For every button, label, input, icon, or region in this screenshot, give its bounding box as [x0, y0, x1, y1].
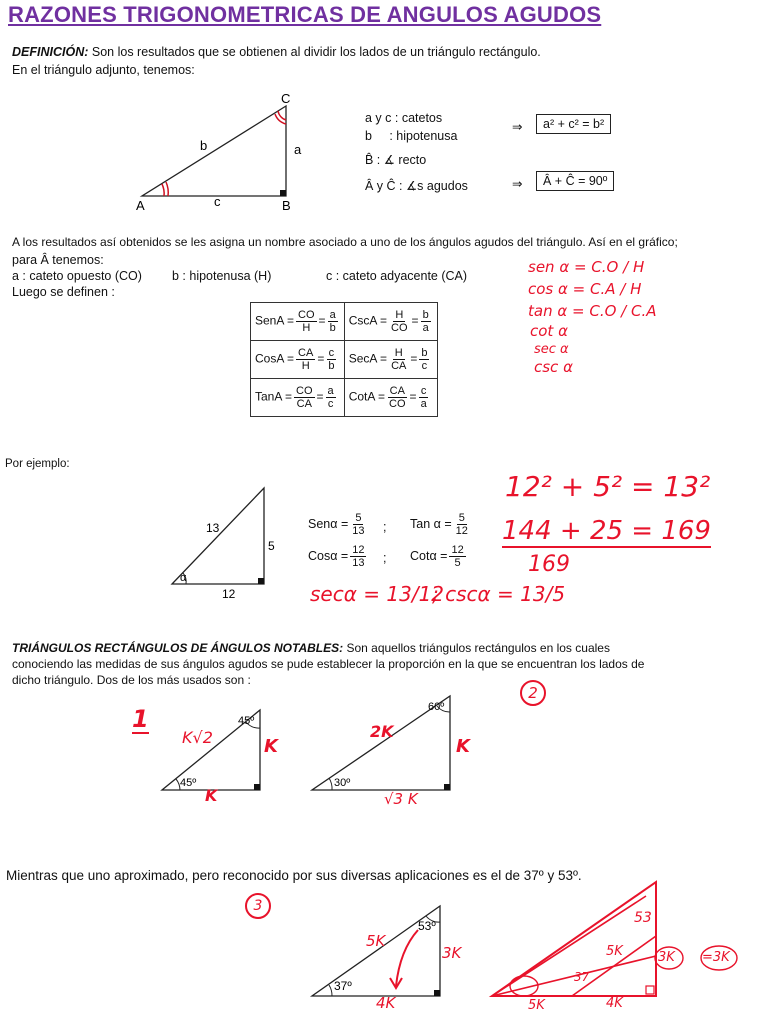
- hand-csc: csc α: [534, 358, 573, 376]
- pythagoras-box: a² + c² = b²: [536, 114, 611, 134]
- tri30-side: K: [456, 736, 470, 757]
- tri30-bottom-angle: 30º: [334, 777, 351, 789]
- implies-arrow-2: ⇒: [512, 177, 523, 191]
- example-hyp: 13: [206, 521, 220, 535]
- hand-sec-value: secα = 13/12: [310, 582, 445, 606]
- example-triangle-figure: [160, 476, 280, 601]
- definition-line: [12, 44, 541, 60]
- tri30-top-angle: 60º: [428, 701, 445, 713]
- table-row: [251, 303, 438, 341]
- hand-cos: cos α = C.A / H: [528, 280, 642, 298]
- vertex-c: C: [281, 91, 291, 106]
- hand-sec: sec α: [534, 342, 569, 357]
- page-title: RAZONES TRIGONOMETRICAS DE ANGULOS AGUDOS: [8, 2, 602, 27]
- tri37-top-angle: 53º: [418, 919, 436, 933]
- side-c: c: [214, 194, 221, 209]
- cateto-adyacente: c : cateto adyacente (CA): [326, 269, 468, 283]
- tri45-top-angle: 45º: [238, 715, 255, 727]
- hand-tri-hyp: 5K: [606, 944, 623, 959]
- tri30-base: √3 K: [384, 790, 418, 808]
- definition-label: DEFINICIÓN:: [12, 45, 89, 59]
- tri45-bottom-angle: 45º: [180, 777, 197, 789]
- table-cell-cos: CosA = $\frac{CA}{H}$ = $\frac{c}{b}$: [251, 341, 345, 379]
- notable-line3: dicho triángulo. Dos de los más usados son :: [12, 673, 251, 687]
- triangle-30-60-figure: [300, 688, 470, 798]
- angle-sum-box: Â + Ĉ = 90º: [536, 171, 614, 191]
- hand-result: 169: [528, 552, 570, 577]
- hand-pythagoras-1: 12² + 5² = 13²: [505, 470, 711, 503]
- table-cell-tan: TanA = $\frac{CO}{CA}$ = $\frac{a}{c}$: [251, 379, 345, 417]
- vertex-b: B: [282, 198, 291, 213]
- hand-number-2: 2: [520, 680, 546, 706]
- table-cell-csc: CscA = $\frac{H}{CO}$ = $\frac{b}{a}$: [344, 303, 437, 341]
- side-b: b: [200, 138, 208, 153]
- example-sep-1: ;: [383, 520, 387, 534]
- hand-tri-53: 53: [634, 910, 652, 926]
- example-cot: Cotα = $\frac{12}{5}$: [410, 544, 464, 569]
- hand-tri-b2: 4K: [606, 996, 623, 1011]
- triangle-37-53-figure: [300, 900, 460, 1004]
- implies-arrow-1: ⇒: [512, 120, 523, 134]
- hand-pythagoras-2: 144 + 25 = 169: [502, 516, 711, 546]
- relation-hipotenusa: b : hipotenusa: [365, 129, 458, 143]
- example-sen: Senα = $\frac{5}{13}$: [308, 512, 365, 537]
- intro-line2: para Â tenemos:: [12, 253, 104, 267]
- side-a: a: [294, 142, 302, 157]
- table-cell-cot: CotA = $\frac{CA}{CO}$ = $\frac{c}{a}$: [344, 379, 437, 417]
- example-alpha: α: [180, 572, 187, 584]
- cateto-opuesto: a : cateto opuesto (CO): [12, 269, 142, 283]
- vertex-a: A: [136, 198, 145, 213]
- example-sep-2: ;: [383, 551, 387, 565]
- hand-number-3: 3: [245, 893, 271, 919]
- table-row: [251, 379, 438, 417]
- definition-line2: En el triángulo adjunto, tenemos:: [12, 63, 195, 77]
- table-cell-sen: SenA = $\frac{CO}{H}$ = $\frac{a}{b}$: [251, 303, 345, 341]
- notable-text1: Son aquellos triángulos rectángulos en los cuales: [346, 641, 610, 655]
- example-opp: 5: [268, 539, 275, 553]
- define-label: Luego se definen :: [12, 285, 115, 299]
- notable-line1: [12, 640, 610, 656]
- tri45-side: K: [264, 736, 278, 757]
- tri30-hyp: 2K: [370, 722, 394, 741]
- hand-tri-b1: 5K: [528, 998, 545, 1013]
- relation-catetos: a y c : catetos: [365, 111, 443, 125]
- notable-line2: conociendo las medidas de sus ángulos agudos se pude establecer la proporción en la que se encuentran los lados de: [12, 657, 645, 671]
- intro-line1: A los resultados así obtenidos se les asigna un nombre asociado a uno de los ángulos agudos del triángulo. Así en el gráfico;: [12, 235, 678, 249]
- approx-text: Mientras que uno aproximado, pero reconocido por sus diversas aplicaciones es el de 37º y 53º.: [6, 868, 582, 883]
- hand-cot: cot α: [530, 322, 568, 340]
- example-cos: Cosα = $\frac{12}{13}$: [308, 544, 365, 569]
- hand-csc-value: ; cscα = 13/5: [432, 582, 566, 606]
- hand-number-1: 1: [132, 705, 149, 733]
- tri45-base: K: [205, 786, 218, 805]
- tri37-hyp: 5K: [366, 932, 386, 950]
- hipotenusa-label: b : hipotenusa (H): [172, 269, 272, 283]
- hand-tan: tan α = C.O / C.A: [528, 302, 657, 320]
- hand-tri-37: 37: [574, 970, 590, 984]
- hand-drawn-triangle: [486, 876, 762, 1016]
- tri37-side: 3K: [442, 944, 462, 962]
- example-label: Por ejemplo:: [5, 458, 70, 470]
- table-cell-sec: SecA = $\frac{H}{CA}$ = $\frac{b}{c}$: [344, 341, 437, 379]
- relation-agudos: Â y Ĉ : ∡s agudos: [365, 179, 468, 193]
- hand-tri-side: 3K: [658, 950, 675, 965]
- tri37-bottom-angle: 37º: [334, 979, 352, 993]
- tri45-hyp: K√2: [182, 728, 213, 747]
- table-row: [251, 341, 438, 379]
- example-tan: Tan α = $\frac{5}{12}$: [410, 512, 468, 537]
- tri37-base: 4K: [376, 994, 396, 1012]
- relation-recto: B̂ : ∡ recto: [365, 153, 427, 167]
- hand-sen: sen α = C.O / H: [528, 258, 645, 276]
- notable-label: TRIÁNGULOS RECTÁNGULOS DE ÁNGULOS NOTABLES:: [12, 641, 344, 655]
- hand-tri-eq: =3K: [702, 950, 730, 965]
- definition-text: Son los resultados que se obtienen al dividir los lados de un triángulo rectángulo.: [91, 45, 541, 59]
- ratios-table: [250, 302, 438, 417]
- triangle-abc-figure: [130, 90, 320, 215]
- example-adj: 12: [222, 587, 236, 601]
